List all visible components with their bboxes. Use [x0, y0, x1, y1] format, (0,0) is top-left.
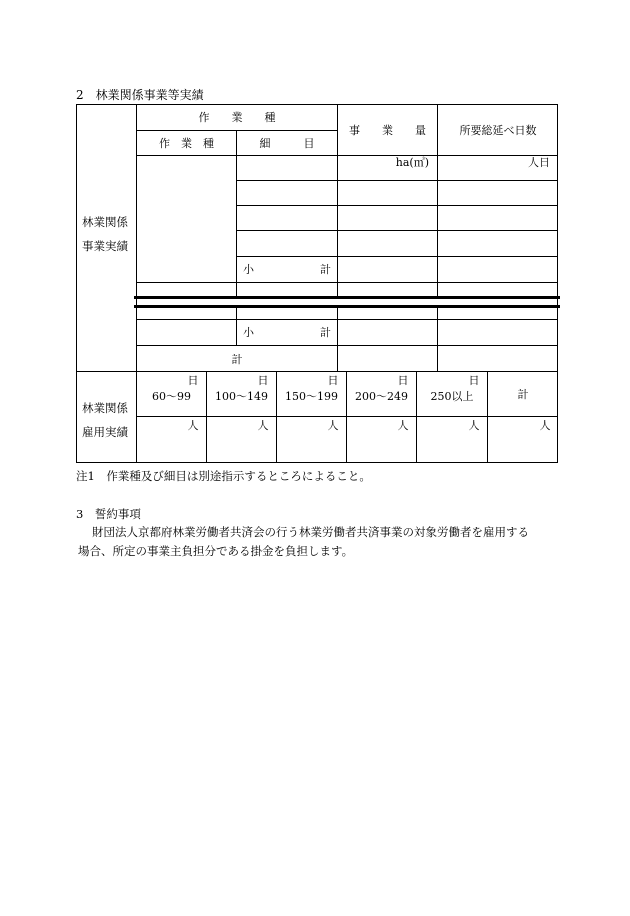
range-150-199: 150～199: [285, 390, 338, 403]
section-2-heading: 2 林業関係事業等実績: [76, 88, 204, 102]
day-unit: 日: [397, 374, 409, 387]
total-header: 計: [517, 387, 529, 401]
range-60-99: 60～99: [152, 390, 191, 403]
v-line: [276, 371, 277, 463]
section-3-body-line-1: 財団法人京都府林業労働者共済会の行う林業労働者共済事業の対象労働者を雇用する: [92, 525, 529, 539]
person-unit: 人: [327, 419, 339, 432]
h-line: [236, 205, 558, 206]
subtotal-1: 小 計: [243, 263, 331, 276]
day-unit: 日: [468, 374, 480, 387]
range-200-249: 200～249: [355, 390, 408, 403]
header-detail: 細 目: [259, 136, 315, 150]
v-line: [136, 371, 137, 463]
h-line: [136, 282, 558, 283]
header-work-type-group: 作 業 種: [198, 111, 276, 124]
unit-days: 人日: [528, 156, 550, 169]
unit-volume: ha(㎥): [395, 156, 429, 169]
total: 計: [231, 352, 243, 366]
break-line: [134, 305, 560, 308]
row-label-employment: [82, 396, 128, 444]
range-100-149: 100～149: [215, 390, 268, 403]
subtotal-2: 小 計: [243, 326, 331, 339]
section-3-heading: 3 誓約事項: [76, 507, 141, 521]
person-unit: 人: [257, 419, 269, 432]
note: 注1 作業種及び細目は別途指示するところによること。: [76, 469, 371, 483]
person-unit: 人: [468, 419, 480, 432]
header-days: 所要総延べ日数: [459, 123, 537, 137]
day-unit: 日: [187, 374, 199, 387]
v-line: [416, 371, 417, 463]
h-line: [136, 319, 558, 320]
section-3-body-line-2: 場合、所定の事業主負担分である掛金を負担します。: [78, 544, 354, 558]
v-line: [346, 371, 347, 463]
person-unit: 人: [539, 419, 551, 432]
v-line: [206, 371, 207, 463]
range-250-plus: 250以上: [430, 390, 474, 403]
h-line: [236, 180, 558, 181]
person-unit: 人: [397, 419, 409, 432]
row-label-business: [82, 210, 128, 258]
row-label-line: 林業関係: [82, 215, 128, 229]
day-unit: 日: [257, 374, 269, 387]
v-line: [236, 130, 237, 345]
header-work-type: 作 業 種: [159, 136, 214, 150]
table2-border: [76, 371, 558, 463]
day-unit: 日: [327, 374, 339, 387]
header-volume: 事 業 量: [349, 123, 426, 137]
row-label-line: 雇用実績: [82, 425, 128, 439]
person-unit: 人: [187, 419, 199, 432]
h-line: [136, 416, 558, 417]
row-label-line: 林業関係: [82, 401, 128, 415]
h-line: [236, 230, 558, 231]
row-label-line: 事業実績: [82, 239, 128, 253]
